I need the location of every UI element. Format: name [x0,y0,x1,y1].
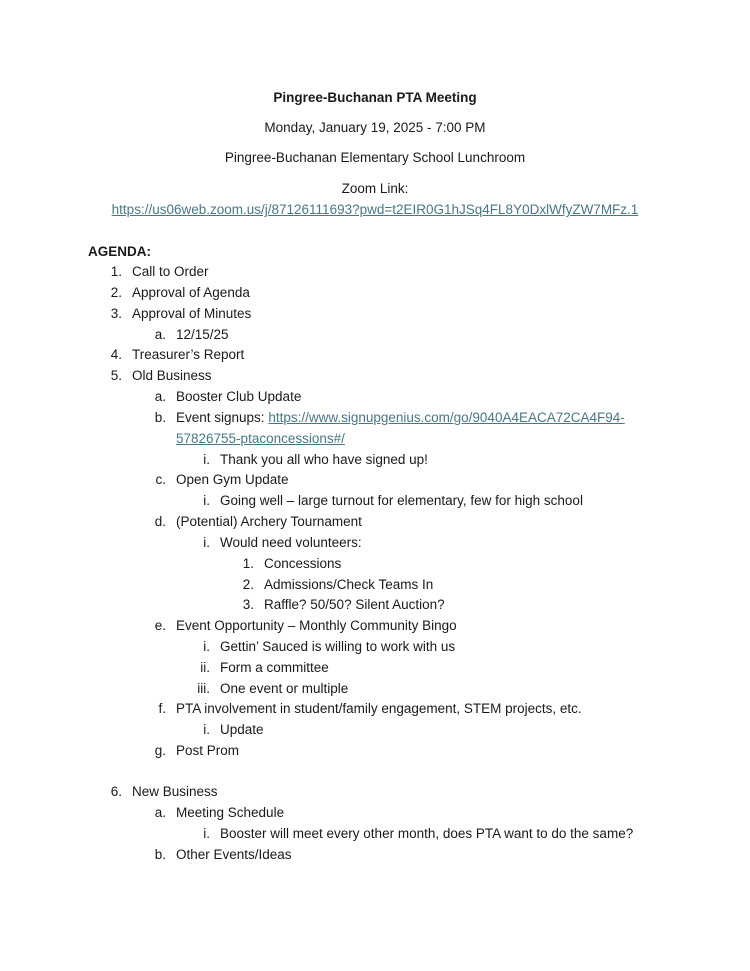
item-marker: a. [154,389,166,404]
item-text: Old Business [132,368,212,383]
item-text: Going well – large turnout for elementary, few for high school [220,493,583,508]
item-marker: 5. [110,368,122,383]
item-marker: 3. [110,306,122,321]
item-marker: b. [154,847,166,862]
item-marker: i. [203,639,210,654]
item-marker: i. [203,493,210,508]
agenda-heading: AGENDA: [88,244,151,259]
item-text [176,408,625,428]
item-marker: a. [154,805,166,820]
item-text: Thank you all who have signed up! [220,452,428,467]
item-marker: g. [154,743,166,758]
item-label: Event signups: [176,410,269,425]
signup-link[interactable]: https://www.signupgenius.com/go/9040A4EACA72CA4F94- [268,410,625,425]
item-marker: 2. [110,285,122,300]
item-text: Would need volunteers: [220,535,362,550]
item-text: (Potential) Archery Tournament [176,514,362,529]
item-text: Call to Order [132,264,209,279]
item-text [176,429,345,449]
item-marker: b. [154,410,166,425]
zoom-label: Zoom Link: [341,181,409,196]
item-text: New Business [132,784,218,799]
item-marker: a. [154,327,166,342]
item-marker: i. [203,826,210,841]
item-marker: 6. [110,784,122,799]
item-marker: iii. [197,681,210,696]
item-marker: 3. [242,597,254,612]
item-marker: 4. [110,347,122,362]
item-text: Approval of Agenda [132,285,250,300]
item-marker: c. [155,472,166,487]
item-text: Form a committee [220,660,329,675]
item-marker: f. [158,701,166,716]
item-marker: i. [203,452,210,467]
item-text: Update [220,722,264,737]
meeting-location: Pingree-Buchanan Elementary School Lunchroom [224,150,526,165]
item-text: Post Prom [176,743,240,758]
meeting-title: Pingree-Buchanan PTA Meeting [273,90,477,105]
item-marker: 1. [110,264,122,279]
item-text: Booster Club Update [176,389,302,404]
item-marker: i. [203,535,210,550]
item-text: Admissions/Check Teams In [264,577,434,592]
item-text: Approval of Minutes [132,306,252,321]
item-marker: i. [203,722,210,737]
item-marker: e. [154,618,166,633]
item-marker: ii. [200,660,210,675]
item-marker: 1. [242,556,254,571]
item-text: Gettin’ Sauced is willing to work with us [220,639,456,654]
signup-link-continued[interactable]: 57826755-ptaconcessions#/ [176,431,345,446]
item-marker: 2. [242,577,254,592]
item-text: Other Events/Ideas [176,847,292,862]
meeting-date: Monday, January 19, 2025 - 7:00 PM [264,120,486,135]
item-text: Treasurer’s Report [132,347,245,362]
item-text: Event Opportunity – Monthly Community Bingo [176,618,457,633]
item-text: Raffle? 50/50? Silent Auction? [264,597,445,612]
zoom-link-line [0,202,750,217]
item-text: Meeting Schedule [176,805,285,820]
item-text: Open Gym Update [176,472,289,487]
item-text: PTA involvement in student/family engagement, STEM projects, etc. [176,701,582,716]
item-marker: d. [154,514,166,529]
item-text: Booster will meet every other month, does PTA want to do the same? [220,826,634,841]
item-text: Concessions [264,556,342,571]
zoom-link[interactable]: https://us06web.zoom.us/j/87126111693?pwd=t2EIR0G1hJSq4FL8Y0DxlWfyZW7MFz.1 [111,202,639,217]
item-text: One event or multiple [220,681,349,696]
item-text: 12/15/25 [176,327,229,342]
